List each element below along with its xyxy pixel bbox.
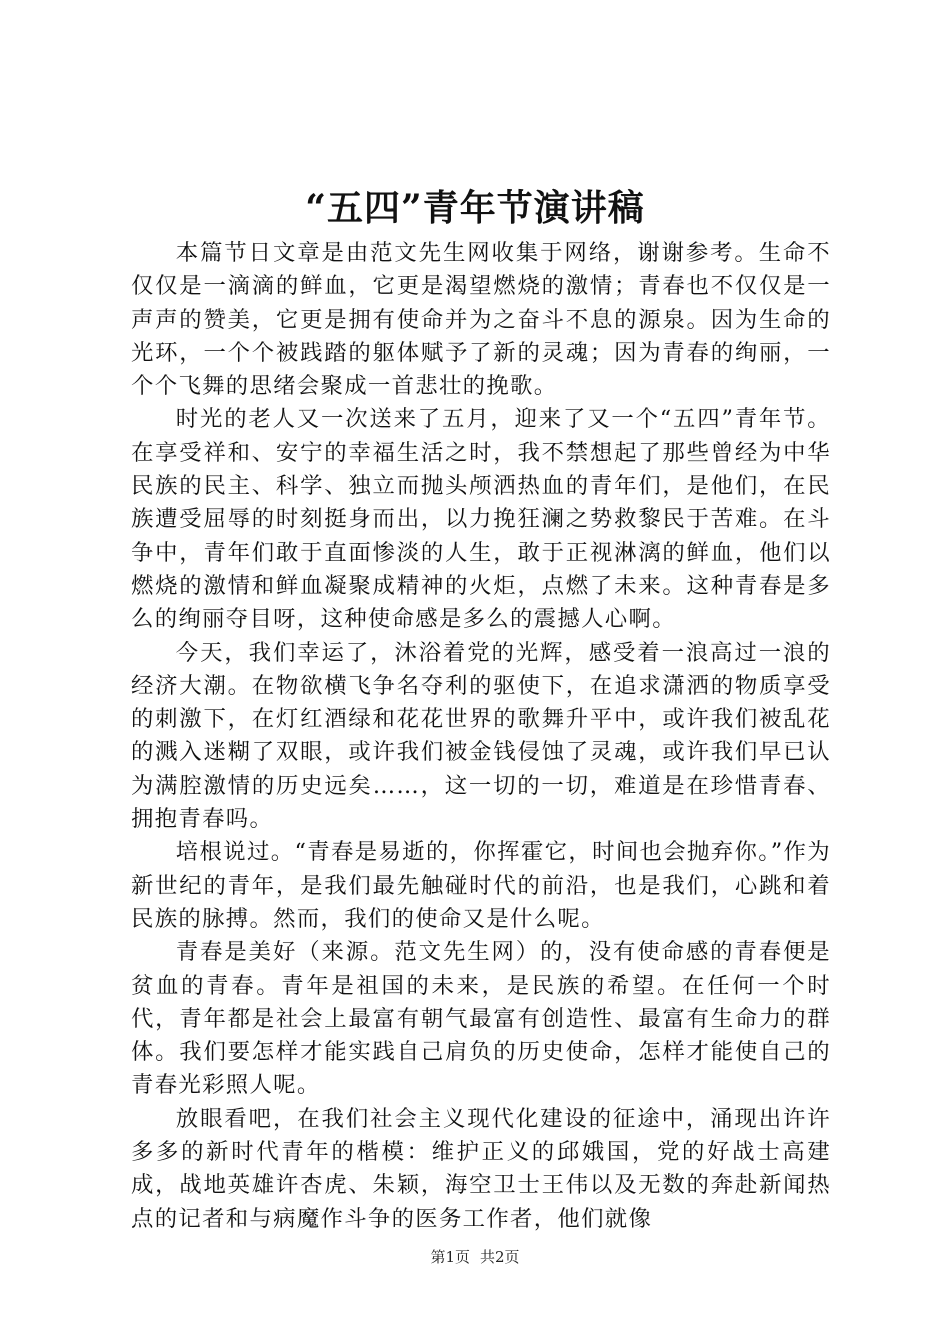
paragraph: 本篇节日文章是由范文先生网收集于网络，谢谢参考。生命不仅仅是一滴滴的鲜血，它更是渴望燃烧的激情；青春也不仅仅是一声声的赞美，它更是拥有使命并为之奋斗不息的源泉。因为生命的光环，一个个被践踏的躯体赋予了新的灵魂；因为青春的绚丽，一个个飞舞的思绪会聚成一首悲壮的挽歌。	[131, 240, 831, 400]
document-title: “五四”青年节演讲稿	[305, 187, 645, 229]
page-number: 第1页	[430, 1248, 470, 1266]
paragraph: 青春是美好（来源。范文先生网）的，没有使命感的青春便是贫血的青春。青年是祖国的未来，是民族的希望。在任何一个时代，青年都是社会上最富有朝气最富有创造性、最富有生命力的群体。我们要怎样才能实践自己肩负的历史使命，怎样才能使自己的青春光彩照人呢。	[131, 939, 831, 1099]
paragraph: 培根说过。“青春是易逝的，你挥霍它，时间也会抛弃你。”作为新世纪的青年，是我们最先触碰时代的前沿，也是我们，心跳和着民族的脉搏。然而，我们的使命又是什么呢。	[131, 839, 831, 932]
page-total: 共2页	[480, 1248, 520, 1266]
document-body	[131, 237, 831, 1236]
page-footer	[0, 1247, 950, 1267]
paragraph: 放眼看吧，在我们社会主义现代化建设的征途中，涌现出许许多多的新时代青年的楷模：维护正义的邱娥国，党的好战士高建成，战地英雄许杏虎、朱颖，海空卫士王伟以及无数的奔赴新闻热点的记者和与病魔作斗争的医务工作者，他们就像	[131, 1105, 831, 1232]
paragraph: 时光的老人又一次送来了五月，迎来了又一个“五四”青年节。在享受祥和、安宁的幸福生活之时，我不禁想起了那些曾经为中华民族的民主、科学、独立而抛头颅洒热血的青年们，是他们，在民族遭受屈辱的时刻挺身而出，以力挽狂澜之势救黎民于苦难。在斗争中，青年们敢于直面惨淡的人生，敢于正视淋漓的鲜血，他们以燃烧的激情和鲜血凝聚成精神的火炬，点燃了未来。这种青春是多么的绚丽夺目呀，这种使命感是多么的震撼人心啊。	[131, 406, 831, 633]
paragraph: 今天，我们幸运了，沐浴着党的光辉，感受着一浪高过一浪的经济大潮。在物欲横飞争名夺利的驱使下，在追求潇洒的物质享受的刺激下，在灯红酒绿和花花世界的歌舞升平中，或许我们被乱花的溅入迷糊了双眼，或许我们被金钱侵蚀了灵魂，或许我们早已认为满腔激情的历史远矣……，这一切的一切，难道是在珍惜青春、拥抱青春吗。	[131, 639, 831, 833]
